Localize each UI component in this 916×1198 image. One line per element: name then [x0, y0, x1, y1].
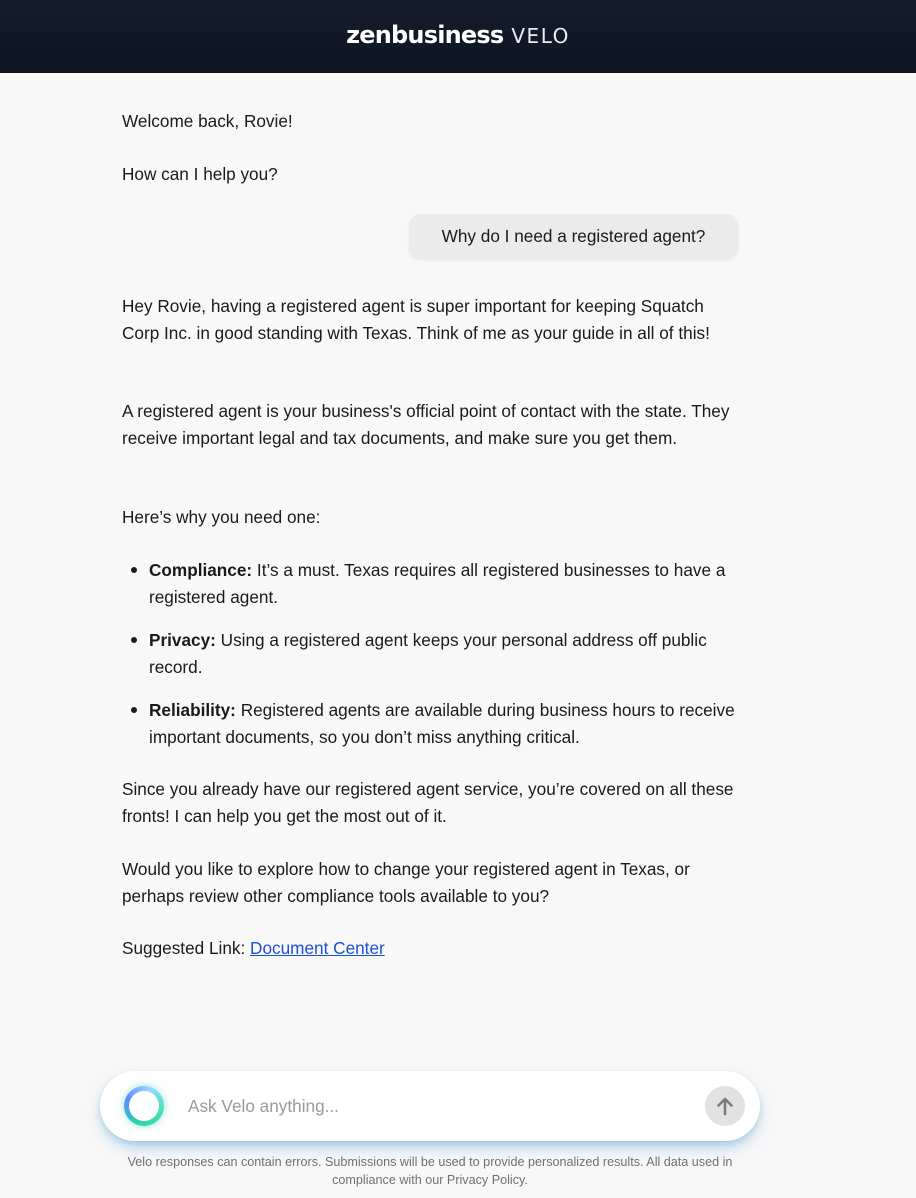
bullet-label: Compliance: — [149, 560, 253, 580]
bullet-text: Using a registered agent keeps your personal address off public record. — [149, 630, 707, 677]
prompt-text: How can I help you? — [122, 164, 278, 184]
product-name: VELO — [511, 23, 570, 48]
list-item — [149, 557, 739, 610]
response-followup: Would you like to explore how to change your registered agent in Texas, or perhaps review other compliance tools available to you? — [122, 859, 690, 906]
arrow-up-icon — [713, 1094, 737, 1118]
bullet-text: Registered agents are available during business hours to receive important documents, so you don’t miss anything critical. — [149, 700, 735, 747]
bullet-label: Reliability: — [149, 700, 236, 720]
list-item — [149, 627, 739, 680]
suggested-link-row — [122, 935, 742, 962]
list-item — [149, 697, 739, 750]
user-message-text: Why do I need a registered agent? — [441, 226, 706, 246]
top-bar — [0, 0, 916, 73]
velo-orb-icon — [124, 1086, 164, 1126]
send-button[interactable] — [705, 1086, 745, 1126]
document-center-link[interactable]: Document Center — [250, 938, 385, 958]
bullet-label: Privacy: — [149, 630, 216, 650]
ask-input[interactable] — [188, 1093, 688, 1119]
brand-logo[interactable] — [346, 21, 570, 49]
response-intro: Hey Rovie, having a registered agent is super important for keeping Squatch Corp Inc. in good standing with Texas. Think of me as your guide in all of this! — [122, 296, 710, 343]
user-message-bubble — [409, 214, 738, 259]
response-coverage: Since you already have our registered agent service, you’re covered on all these fronts! I can help you get the most out of it. — [122, 779, 734, 826]
chat-composer — [100, 1071, 760, 1141]
disclaimer-text: Velo responses can contain errors. Submissions will be used to provide personalized results. All data used in compliance with our Privacy Policy. — [127, 1155, 733, 1187]
suggested-link-label: Suggested Link: — [122, 938, 251, 958]
greeting-text: Welcome back, Rovie! — [122, 111, 293, 131]
response-why-heading: Here’s why you need one: — [122, 507, 321, 527]
brand-name: zenbusiness — [346, 20, 504, 49]
response-definition: A registered agent is your business's official point of contact with the state. They receive important legal and tax documents, and make sure you get them. — [122, 401, 730, 448]
bullet-text: It’s a must. Texas requires all registered businesses to have a registered agent. — [149, 560, 726, 607]
